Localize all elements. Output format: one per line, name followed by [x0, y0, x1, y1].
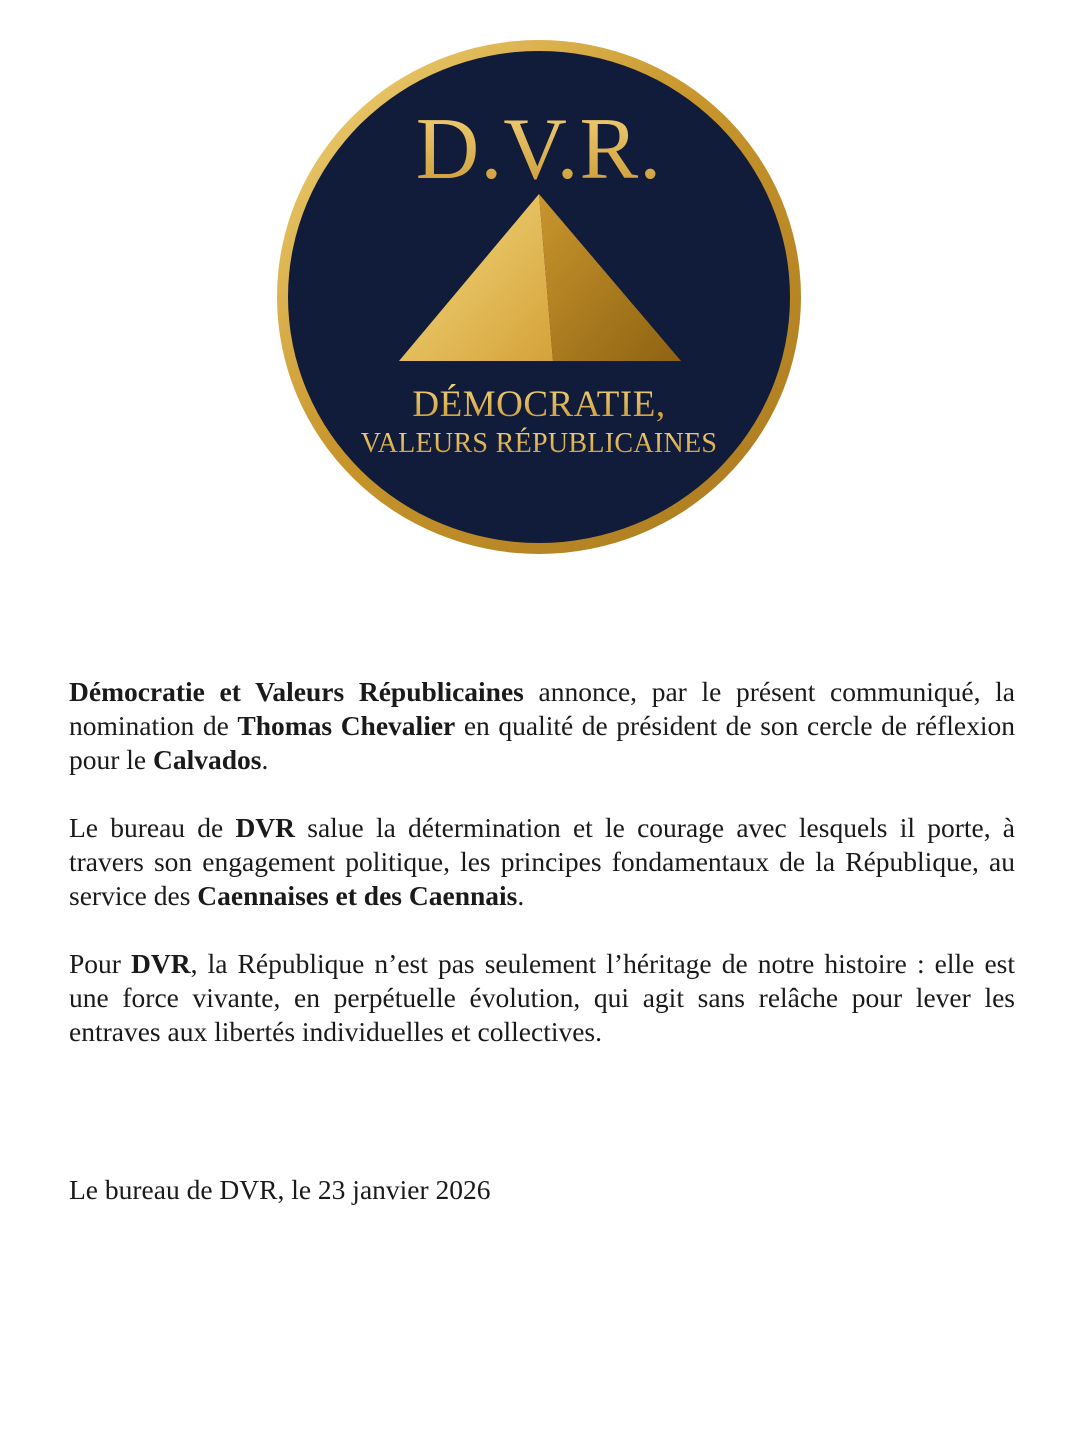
department-name: Calvados — [153, 744, 262, 775]
logo-line1: DÉMOCRATIE, — [412, 384, 666, 425]
paragraph-text: salue la détermination et le courage avec lesquels il porte, à travers son engagement politique, les principes fondamentaux de la République, au service des — [69, 812, 1016, 911]
party-name: Démocratie et Valeurs Républicaines — [69, 676, 524, 707]
paragraph-republic — [69, 947, 1015, 1049]
paragraph-text: , la République n’est pas seulement l’héritage de notre histoire : elle est une force vivante, en perpétuelle évolution, qui agit sans relâche pour lever les entraves aux libertés individuelles et collectives. — [69, 948, 1015, 1047]
paragraph-announcement — [69, 675, 1015, 777]
party-acronym: DVR — [235, 812, 296, 843]
paragraph-text: annonce, par le présent communiqué, la nomination de — [69, 676, 1015, 741]
party-acronym: DVR — [131, 948, 191, 979]
paragraph-text: . — [517, 880, 525, 911]
logo-acronym: D.V.R. — [415, 101, 663, 198]
paragraph-text: Pour — [69, 948, 132, 979]
paragraph-text: Le bureau de — [69, 812, 236, 843]
paragraph-text: en qualité de président de son cercle de réflexion pour le — [69, 710, 1015, 775]
paragraph-tribute — [69, 811, 1015, 913]
paragraph-text: . — [261, 744, 269, 775]
logo-line2: VALEURS RÉPUBLICAINES — [360, 428, 718, 459]
citizens-name: Caennaises et des Caennais — [197, 880, 518, 911]
nominee-name: Thomas Chevalier — [237, 710, 456, 741]
dvr-logo — [277, 40, 801, 554]
press-release-body — [69, 675, 1015, 1083]
signature-line: Le bureau de DVR, le 23 janvier 2026 — [69, 1174, 491, 1205]
